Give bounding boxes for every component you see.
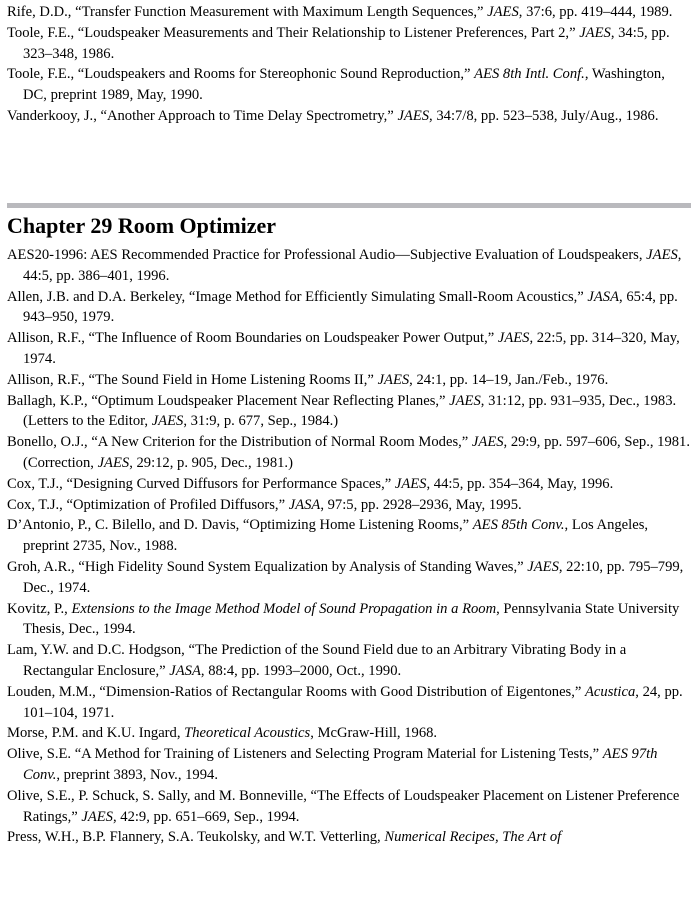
reference-text: , preprint 3893, Nov., 1994. — [56, 766, 218, 783]
reference-text: Cox, T.J., “Designing Curved Diffusors for Performance Spaces,” — [7, 475, 395, 492]
reference-entry — [7, 786, 691, 828]
reference-text: AES20-1996: AES Recommended Practice for Professional Audio—Subjective Evaluation of Loudspeakers, — [7, 247, 647, 263]
reference-italic-text: JASA — [288, 496, 321, 513]
reference-entry — [7, 723, 691, 744]
reference-text: Allison, R.F., “The Sound Field in Home Listening Rooms II,” — [7, 371, 378, 388]
reference-italic-text: JASA — [169, 662, 201, 679]
reference-text: Olive, S.E. “A Method for Training of Listeners and Selecting Program Material for Listening Tests,” — [7, 746, 603, 763]
reference-italic-text: JAES — [377, 371, 410, 388]
reference-entry — [7, 245, 691, 287]
reference-entry — [7, 64, 691, 106]
reference-entry — [7, 328, 691, 370]
reference-italic-text: Numerical Recipes, The Art of — [384, 829, 562, 846]
reference-text: Bonello, O.J., “A New Criterion for the Distribution of Normal Room Modes,” — [7, 434, 472, 451]
reference-italic-text: JAES — [151, 413, 184, 430]
reference-italic-text: JAES — [646, 247, 678, 263]
reference-entry — [7, 23, 691, 65]
reference-text: Kovitz, P., — [7, 600, 72, 617]
reference-entry — [7, 682, 691, 724]
reference-text: , Los Angeles, preprint 2735, Nov., 1988. — [23, 517, 649, 555]
reference-text: Press, W.H., B.P. Flannery, S.A. Teukolsky, and W.T. Vetterling, — [7, 829, 385, 846]
reference-text: , 37:6, pp. 419–444, 1989. — [518, 4, 673, 20]
reference-entry — [7, 2, 691, 23]
reference-text: Rife, D.D., “Transfer Function Measurement with Maximum Length Sequences,” — [7, 4, 488, 20]
reference-entry — [7, 640, 691, 682]
reference-text: Vanderkooy, J., “Another Approach to Time Delay Spectrometry,” — [7, 107, 398, 124]
reference-italic-text: JAES — [471, 434, 504, 451]
reference-text: , 34:5, pp. 323–348, 1986. — [23, 24, 670, 62]
reference-text: , 34:7/8, pp. 523–538, July/Aug., 1986. — [429, 107, 659, 124]
reference-text: , 24, pp. 101–104, 1971. — [23, 683, 683, 721]
reference-text: , 97:5, pp. 2928–2936, May, 1995. — [320, 496, 522, 513]
reference-text: Morse, P.M. and K.U. Ingard, — [7, 725, 185, 742]
reference-text: , Pennsylvania State University Thesis, Dec., 1994. — [23, 600, 680, 638]
reference-italic-text: JAES — [487, 4, 519, 20]
reference-entry — [7, 827, 691, 848]
reference-entry — [7, 391, 691, 433]
reference-text: , 29:9, pp. 597–606, Sep., 1981. (Correction, — [23, 434, 691, 471]
reference-entry — [7, 515, 691, 557]
reference-italic-text: JASA — [587, 288, 620, 305]
reference-text: , 44:5, pp. 386–401, 1996. — [23, 247, 682, 284]
reference-text: Toole, F.E., “Loudspeakers and Rooms for Stereophonic Sound Reproduction,” — [7, 66, 475, 83]
reference-text: , 29:12, p. 905, Dec., 1981.) — [129, 454, 293, 471]
reference-entry — [7, 370, 691, 391]
reference-text: , 22:5, pp. 314–320, May, 1974. — [23, 330, 680, 367]
reference-text: , 88:4, pp. 1993–2000, Oct., 1990. — [200, 662, 402, 679]
reference-italic-text: JAES — [497, 330, 530, 347]
reference-italic-text: AES 97th Conv. — [23, 746, 658, 783]
reference-entry — [7, 495, 691, 516]
reference-italic-text: JAES — [394, 475, 427, 492]
reference-text: , Washington, DC, preprint 1989, May, 1990. — [23, 66, 665, 104]
reference-text: , 42:9, pp. 651–669, Sep., 1994. — [112, 808, 300, 825]
reference-text: Lam, Y.W. and D.C. Hodgson, “The Prediction of the Sound Field due to an Arbitrary Vibrating Body in a Rectangular Enclosure,” — [7, 642, 627, 679]
reference-text: , 24:1, pp. 14–19, Jan./Feb., 1976. — [409, 371, 609, 388]
reference-text: , McGraw-Hill, 1968. — [310, 725, 438, 742]
chapter-title: Chapter 29 Room Optimizer — [7, 213, 277, 238]
reference-italic-text: JAES — [97, 454, 130, 471]
reference-text: , 22:10, pp. 795–799, Dec., 1974. — [23, 558, 684, 596]
reference-entry — [7, 474, 691, 495]
section-divider — [7, 203, 691, 208]
reference-text: Cox, T.J., “Optimization of Profiled Diffusors,” — [7, 496, 289, 513]
reference-entry — [7, 557, 691, 599]
chapter-references — [7, 245, 691, 848]
reference-text: D’Antonio, P., C. Bilello, and D. Davis, “Optimizing Home Listening Rooms,” — [7, 517, 473, 534]
reference-text: Louden, M.M., “Dimension-Ratios of Rectangular Rooms with Good Distribution of Eigentones,” — [7, 683, 585, 700]
reference-italic-text: JAES — [81, 808, 113, 825]
reference-entry — [7, 287, 691, 329]
reference-text: Olive, S.E., P. Schuck, S. Sally, and M. Bonneville, “The Effects of Loudspeaker Placement on Listener Preference Ratings,” — [7, 787, 680, 825]
reference-italic-text: AES 8th Intl. Conf. — [474, 66, 585, 83]
reference-entry — [7, 432, 691, 474]
reference-text: , 31:9, p. 677, Sep., 1984.) — [183, 413, 339, 430]
reference-italic-text: Theoretical Acoustics — [184, 725, 311, 742]
reference-italic-text: Acustica — [585, 683, 636, 700]
reference-entry — [7, 744, 691, 786]
reference-text: Allen, J.B. and D.A. Berkeley, “Image Method for Efficiently Simulating Small-Room Acoustics,” — [7, 288, 588, 305]
reference-entry — [7, 599, 691, 641]
previous-section-references — [7, 2, 691, 127]
reference-italic-text: Extensions to the Image Method Model of Sound Propagation in a Room — [71, 600, 497, 617]
reference-italic-text: AES 85th Conv. — [472, 517, 565, 534]
reference-text: Allison, R.F., “The Influence of Room Boundaries on Loudspeaker Power Output,” — [7, 330, 498, 347]
reference-italic-text: JAES — [527, 558, 559, 575]
reference-italic-text: JAES — [579, 24, 611, 41]
reference-text: , 44:5, pp. 354–364, May, 1996. — [426, 475, 614, 492]
reference-text: Groh, A.R., “High Fidelity Sound System Equalization by Analysis of Standing Waves,” — [7, 558, 528, 575]
reference-text: , 65:4, pp. 943–950, 1979. — [23, 288, 678, 326]
reference-text: Toole, F.E., “Loudspeaker Measurements and Their Relationship to Listener Preferences, Part 2,” — [7, 24, 580, 41]
reference-text: Ballagh, K.P., “Optimum Loudspeaker Placement Near Reflecting Planes,” — [7, 392, 450, 409]
reference-entry — [7, 106, 691, 127]
reference-text: , 31:12, pp. 931–935, Dec., 1983. (Letters to the Editor, — [23, 392, 677, 430]
reference-italic-text: JAES — [397, 107, 430, 124]
reference-italic-text: JAES — [449, 392, 481, 409]
